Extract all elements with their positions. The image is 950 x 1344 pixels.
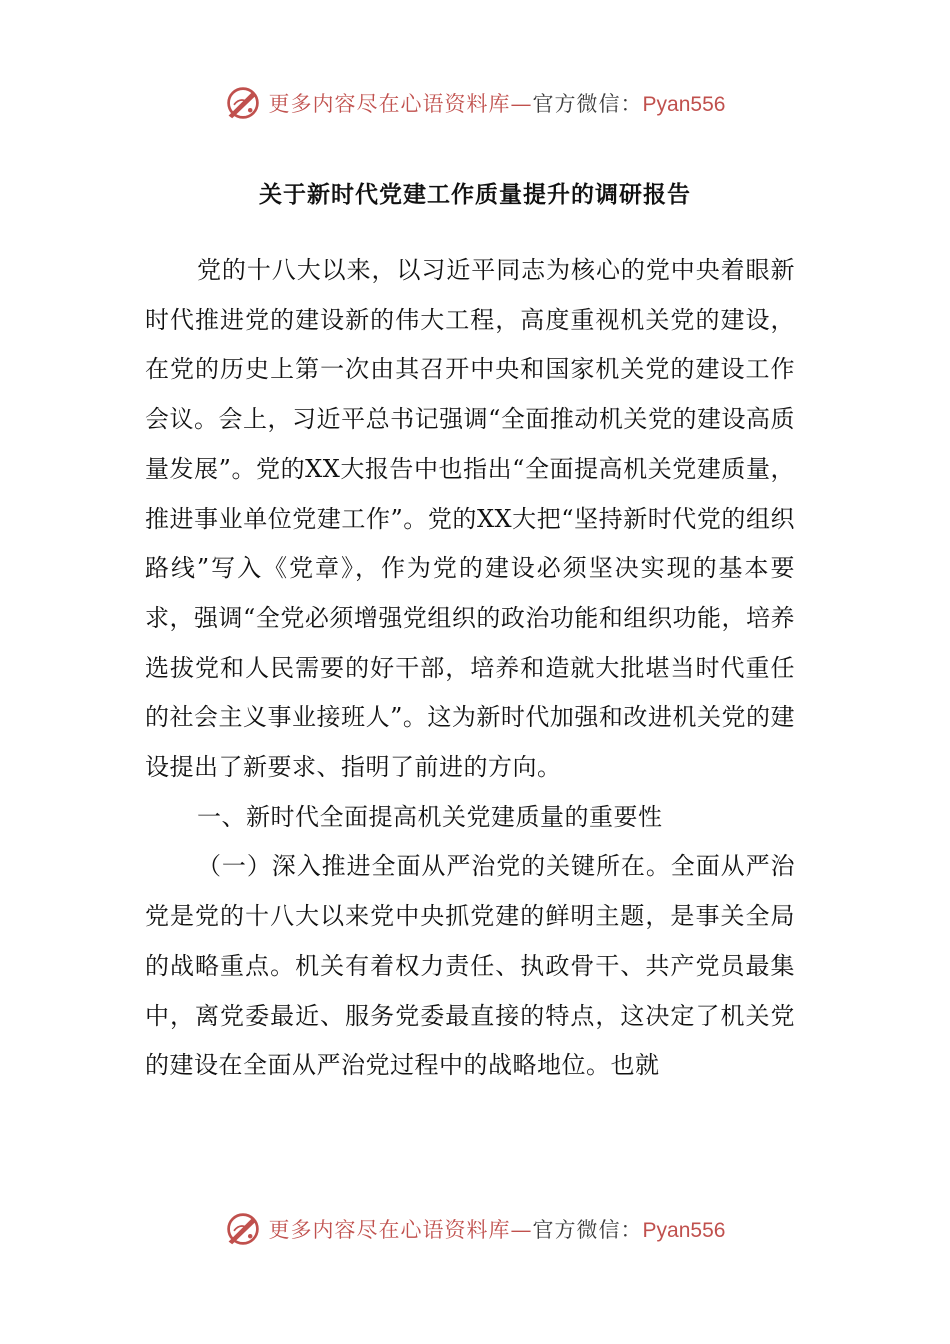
watermark-text: 更多内容尽在心语资料库—官方微信：Pyan556 bbox=[268, 92, 726, 116]
paragraph-subsection-1: （一）深入推进全面从严治党的关键所在。全面从严治党是党的十八大以来党中央抓党建的鲜明主题，是事关全局的战略重点。机关有着权力责任、执政骨干、共产党员最集中，离党委最近、服务党委最直接的特点，这决定了机关党的建设在全面从严治党过程中的战略地位。也就 bbox=[145, 852, 795, 1080]
footer-watermark bbox=[0, 1207, 950, 1251]
document-body bbox=[145, 246, 795, 1091]
pen-logo-icon bbox=[225, 85, 261, 121]
header-watermark bbox=[0, 81, 950, 125]
section-heading: 一、新时代全面提高机关党建质量的重要性 bbox=[197, 802, 663, 831]
document-title: 关于新时代党建工作质量提升的调研报告 bbox=[259, 181, 691, 208]
pen-logo-icon bbox=[225, 1211, 261, 1247]
paragraph-intro: 党的十八大以来，以习近平同志为核心的党中央着眼新时代推进党的建设新的伟大工程，高度重视机关党的建设，在党的历史上第一次由其召开中央和国家机关党的建设工作会议。会上，习近平总书记强调“全面推动机关党的建设高质量发展”。党的XX大报告中也指出“全面提高机关党建质量，推进事业单位党建工作”。党的XX大把“坚持新时代党的组织路线”写入《党章》，作为党的建设必须坚决实现的基本要求，强调“全党必须增强党组织的政治功能和组织功能，培养选拔党和人民需要的好干部，培养和造就大批堪当时代重任的社会主义事业接班人”。这为新时代加强和改进机关党的建设提出了新要求、指明了前进的方向。 bbox=[145, 256, 795, 782]
watermark-text: 更多内容尽在心语资料库—官方微信：Pyan556 bbox=[268, 1218, 726, 1242]
